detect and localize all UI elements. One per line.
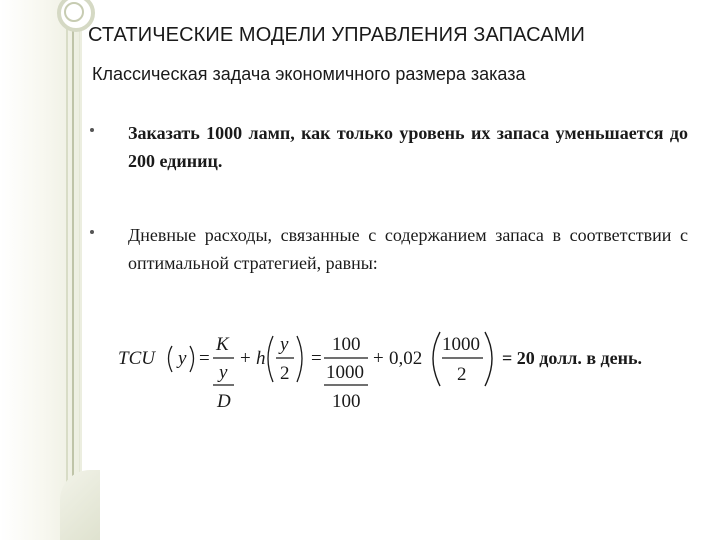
formula-h: h [256, 348, 266, 369]
decorative-line [79, 0, 80, 540]
slide-subtitle: Классическая задача экономичного размера заказа [92, 64, 526, 84]
formula-plus: + [373, 348, 384, 369]
bullet-text: Заказать 1000 ламп, как только уровень их запаса уменьшается до 200 единиц. [128, 123, 688, 171]
slide-title: СТАТИЧЕСКИЕ МОДЕЛИ УПРАВЛЕНИЯ ЗАПАСАМИ [88, 24, 585, 46]
formula-eq: = [199, 348, 210, 369]
formula-y: y [280, 334, 289, 355]
formula-two: 2 [280, 363, 290, 384]
formula-1000: 1000 [326, 362, 364, 383]
formula-K: K [216, 334, 229, 355]
formula-1000: 1000 [442, 334, 480, 355]
formula-100: 100 [332, 391, 361, 412]
cost-formula [110, 318, 710, 418]
paren-right [190, 346, 194, 372]
formula-plus: + [240, 348, 251, 369]
paren-left [433, 332, 440, 386]
decorative-fold [60, 470, 100, 540]
paren-left [268, 336, 273, 382]
formula-lhs-arg: y [178, 348, 187, 369]
formula-eq: = [311, 348, 322, 369]
formula-two: 2 [457, 364, 467, 385]
formula-svg [110, 318, 710, 418]
decorative-line [72, 0, 74, 540]
paren-right [297, 336, 302, 382]
decorative-left-strip [0, 0, 82, 540]
paren-right [485, 332, 492, 386]
formula-coef: 0,02 [389, 348, 423, 369]
formula-D: D [217, 391, 231, 412]
formula-100: 100 [332, 334, 361, 355]
formula-result: = 20 долл. в день. [502, 348, 643, 368]
formula-y: y [219, 362, 228, 383]
decorative-ring-inner [64, 2, 84, 22]
formula-lhs: TCU [118, 348, 155, 369]
bullet-icon [90, 230, 94, 234]
bullet-icon [90, 128, 94, 132]
paren-left [169, 346, 173, 372]
bullet-text: Дневные расходы, связанные с содержанием запаса в соответствии с оптимальной стратегией, равны: [128, 225, 688, 273]
decorative-line [66, 0, 68, 540]
